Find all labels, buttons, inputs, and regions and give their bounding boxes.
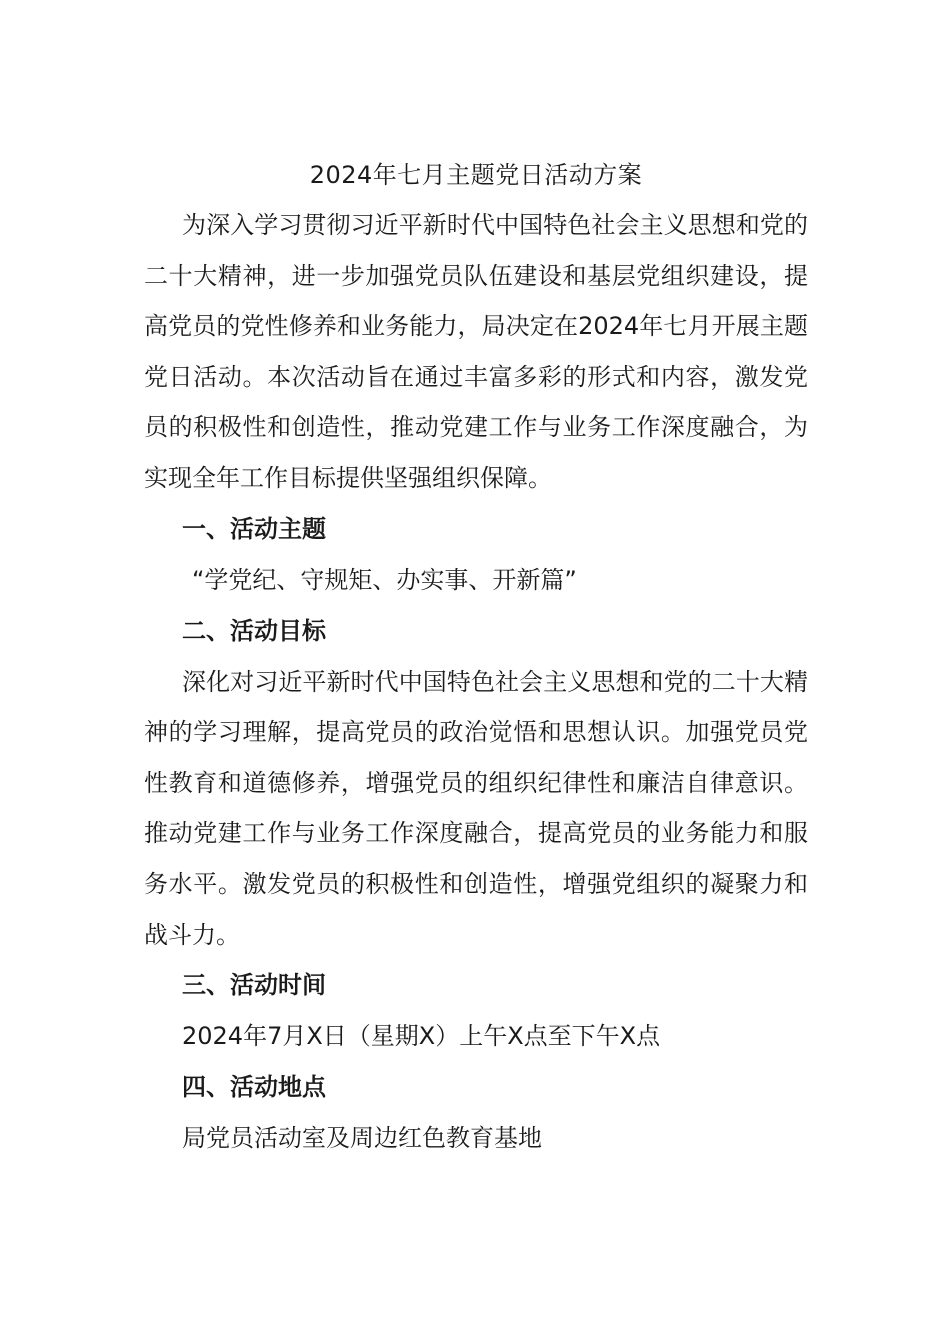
intro-paragraph: 为深入学习贯彻习近平新时代中国特色社会主义思想和党的二十大精神，进一步加强党员队伍建设和基层党组织建设，提高党员的党性修养和业务能力，局决定在2024年七月开展主题党日活动。本次活动旨在通过丰富多彩的形式和内容，激发党员的积极性和创造性，推动党建工作与业务工作深度融合，为实现全年工作目标提供坚强组织保障。 [144,211,808,492]
document-title: 2024年七月主题党日活动方案 [309,161,643,189]
section-heading-location: 四、活动地点 [182,1073,326,1102]
document-page [144,150,808,1164]
section-body-goals: 深化对习近平新时代中国特色社会主义思想和党的二十大精神的学习理解，提高党员的政治觉悟和思想认识。加强党员党性教育和道德修养，增强党员的组织纪律性和廉洁自律意识。推动党建工作与业务工作深度融合，提高党员的业务能力和服务水平。激发党员的积极性和创造性，增强党组织的凝聚力和战斗力。 [144,667,808,949]
section-body-theme: “学党纪、守规矩、办实事、开新篇” [192,565,577,594]
section-heading-theme: 一、活动主题 [182,514,326,543]
section-heading-goals: 二、活动目标 [182,616,326,645]
section-body-location: 局党员活动室及周边红色教育基地 [182,1124,542,1153]
section-body-time: 2024年7月X日（星期X）上午X点至下午X点 [182,1022,661,1051]
section-heading-time: 三、活动时间 [182,971,326,1000]
